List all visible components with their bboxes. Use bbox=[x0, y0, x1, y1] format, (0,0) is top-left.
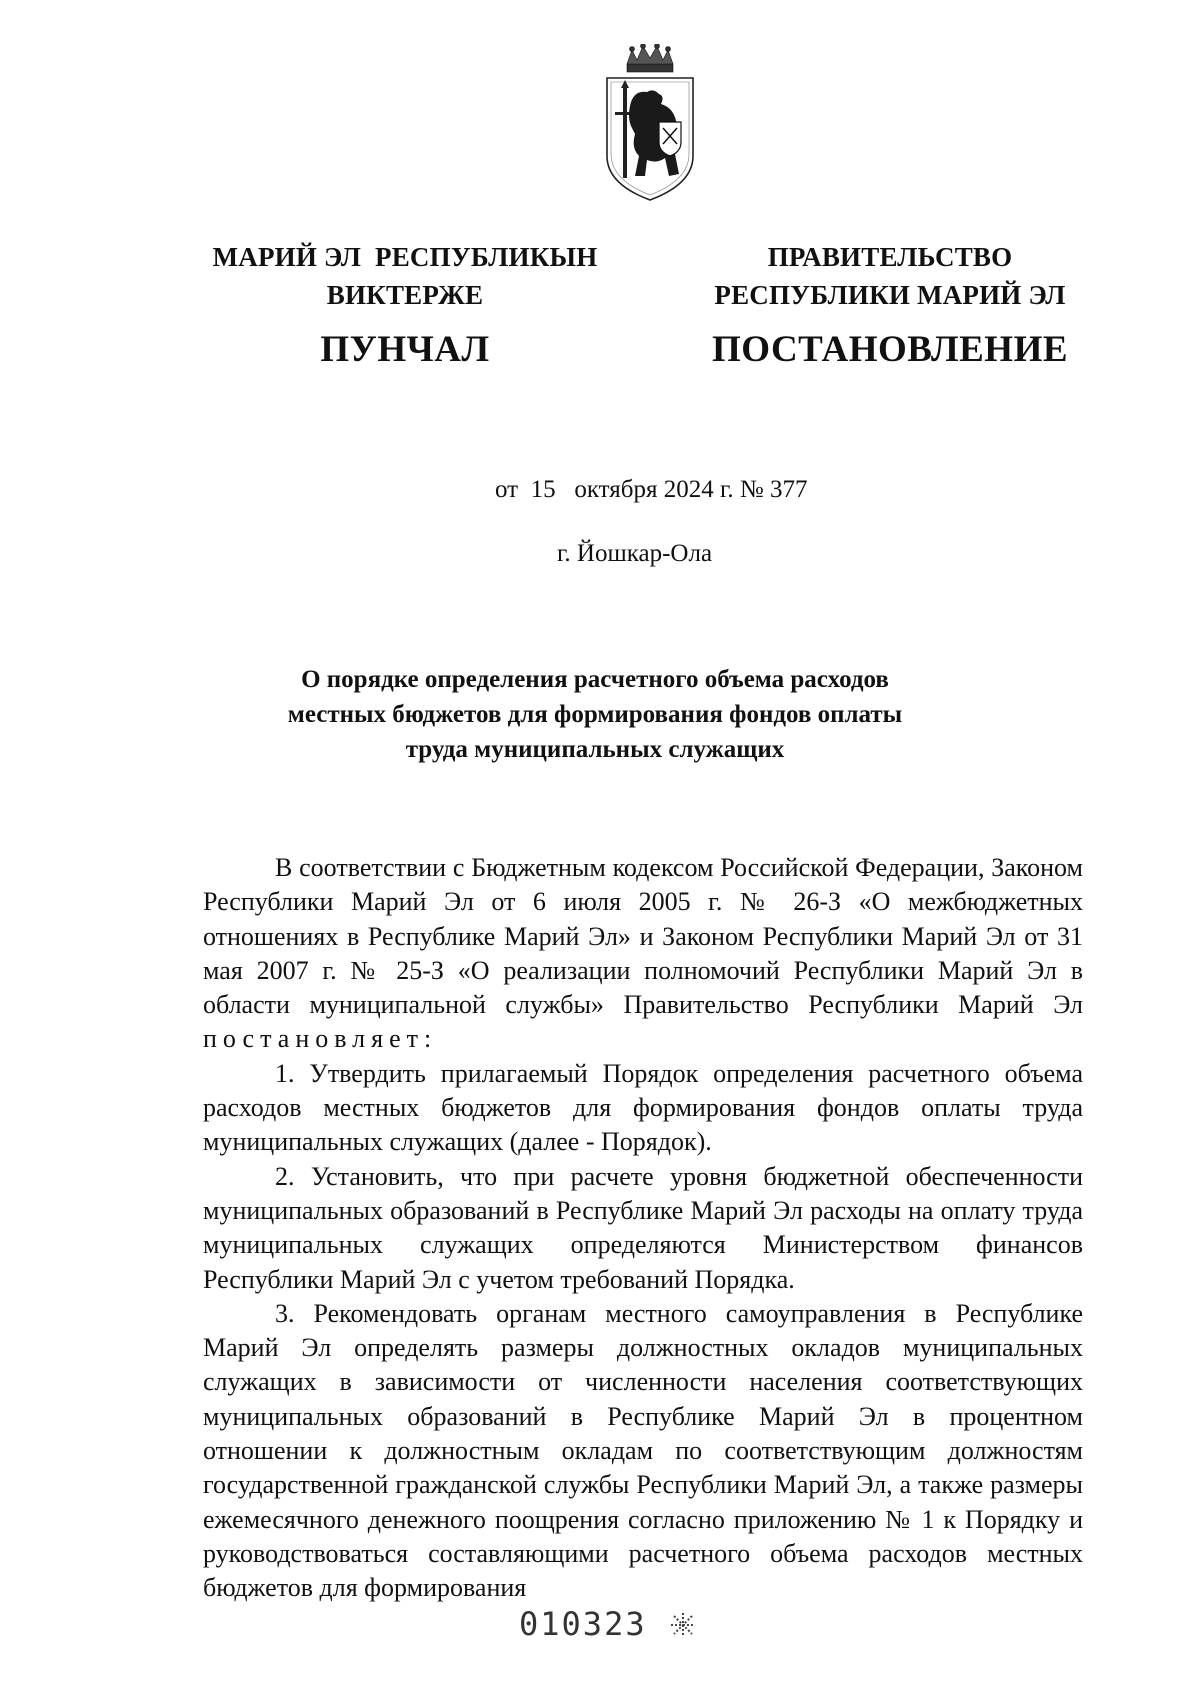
title-line2: местных бюджетов для формирования фондов оплаты bbox=[287, 701, 903, 728]
title-line1: О порядке определения расчетного объема расходов bbox=[301, 666, 889, 693]
paragraph-2: 2. Установить, что при расчете уровня бюджетной обеспеченности муниципальных образований в Республике Марий Эл расходы на оплату труда муниципальных служащих определяются Министерством финансов Республики Марий Эл с учетом требований Порядка. bbox=[203, 1161, 1083, 1294]
coat-of-arms-icon bbox=[601, 44, 699, 204]
document-body bbox=[203, 851, 1083, 1606]
footer-serial-number: 010323 bbox=[519, 1605, 647, 1643]
header-right-doc-type: ПОСТАНОВЛЕНИЕ bbox=[711, 329, 1069, 370]
paragraph-intro bbox=[203, 851, 1083, 1057]
asterisk-icon bbox=[670, 1612, 696, 1638]
header-left-line2: ВИКТЕРЖЕ bbox=[326, 280, 484, 310]
document-city: г. Йошкар-Ола bbox=[557, 540, 713, 567]
header-left-block bbox=[195, 238, 615, 372]
intro-verb: постановляет: bbox=[203, 1024, 438, 1054]
document-title bbox=[250, 662, 940, 767]
header-left-line1: МАРИЙ ЭЛ РЕСПУБЛИКЫН bbox=[212, 242, 598, 272]
header-right-line1: ПРАВИТЕЛЬСТВО bbox=[767, 242, 1013, 272]
header-right-block bbox=[690, 238, 1090, 372]
header-right-line2: РЕСПУБЛИКИ МАРИЙ ЭЛ bbox=[714, 280, 1066, 310]
paragraph-1: 1. Утвердить прилагаемый Порядок определения расчетного объема расходов местных бюджетов для формирования фондов оплаты труда муниципальных служащих (далее - Порядок). bbox=[203, 1058, 1083, 1157]
document-date-number: от 15 октября 2024 г. № 377 bbox=[495, 476, 808, 503]
header-left-doc-type: ПУНЧАЛ bbox=[320, 329, 490, 370]
intro-text: В соответствии с Бюджетным кодексом Российской Федерации, Законом Республики Марий Эл от 6 июля 2005 г. № 26-З «О межбюджетных отношениях в Республике Марий Эл» и Законом Республики Марий Эл от 31 мая 2007 г. № 25-З «О реализации полномочий Республики Марий Эл в области муниципальной службы» Правительство Республики Марий Эл bbox=[203, 853, 1083, 1020]
paragraph-3: 3. Рекомендовать органам местного самоуправления в Республике Марий Эл определять размеры должностных окладов муниципальных служащих в зависимости от численности населения соответствующих муниципальных образований в Республике Марий Эл в процентном отношении к должностным окладам по соответствующим должностям государственной гражданской службы Республики Марий Эл, а также размеры ежемесячного денежного поощрения согласно приложению № 1 к Порядку и руководствоваться составляющими расчетного объема расходов местных бюджетов для формирования bbox=[203, 1298, 1083, 1603]
title-line3: труда муниципальных служащих bbox=[405, 736, 785, 763]
